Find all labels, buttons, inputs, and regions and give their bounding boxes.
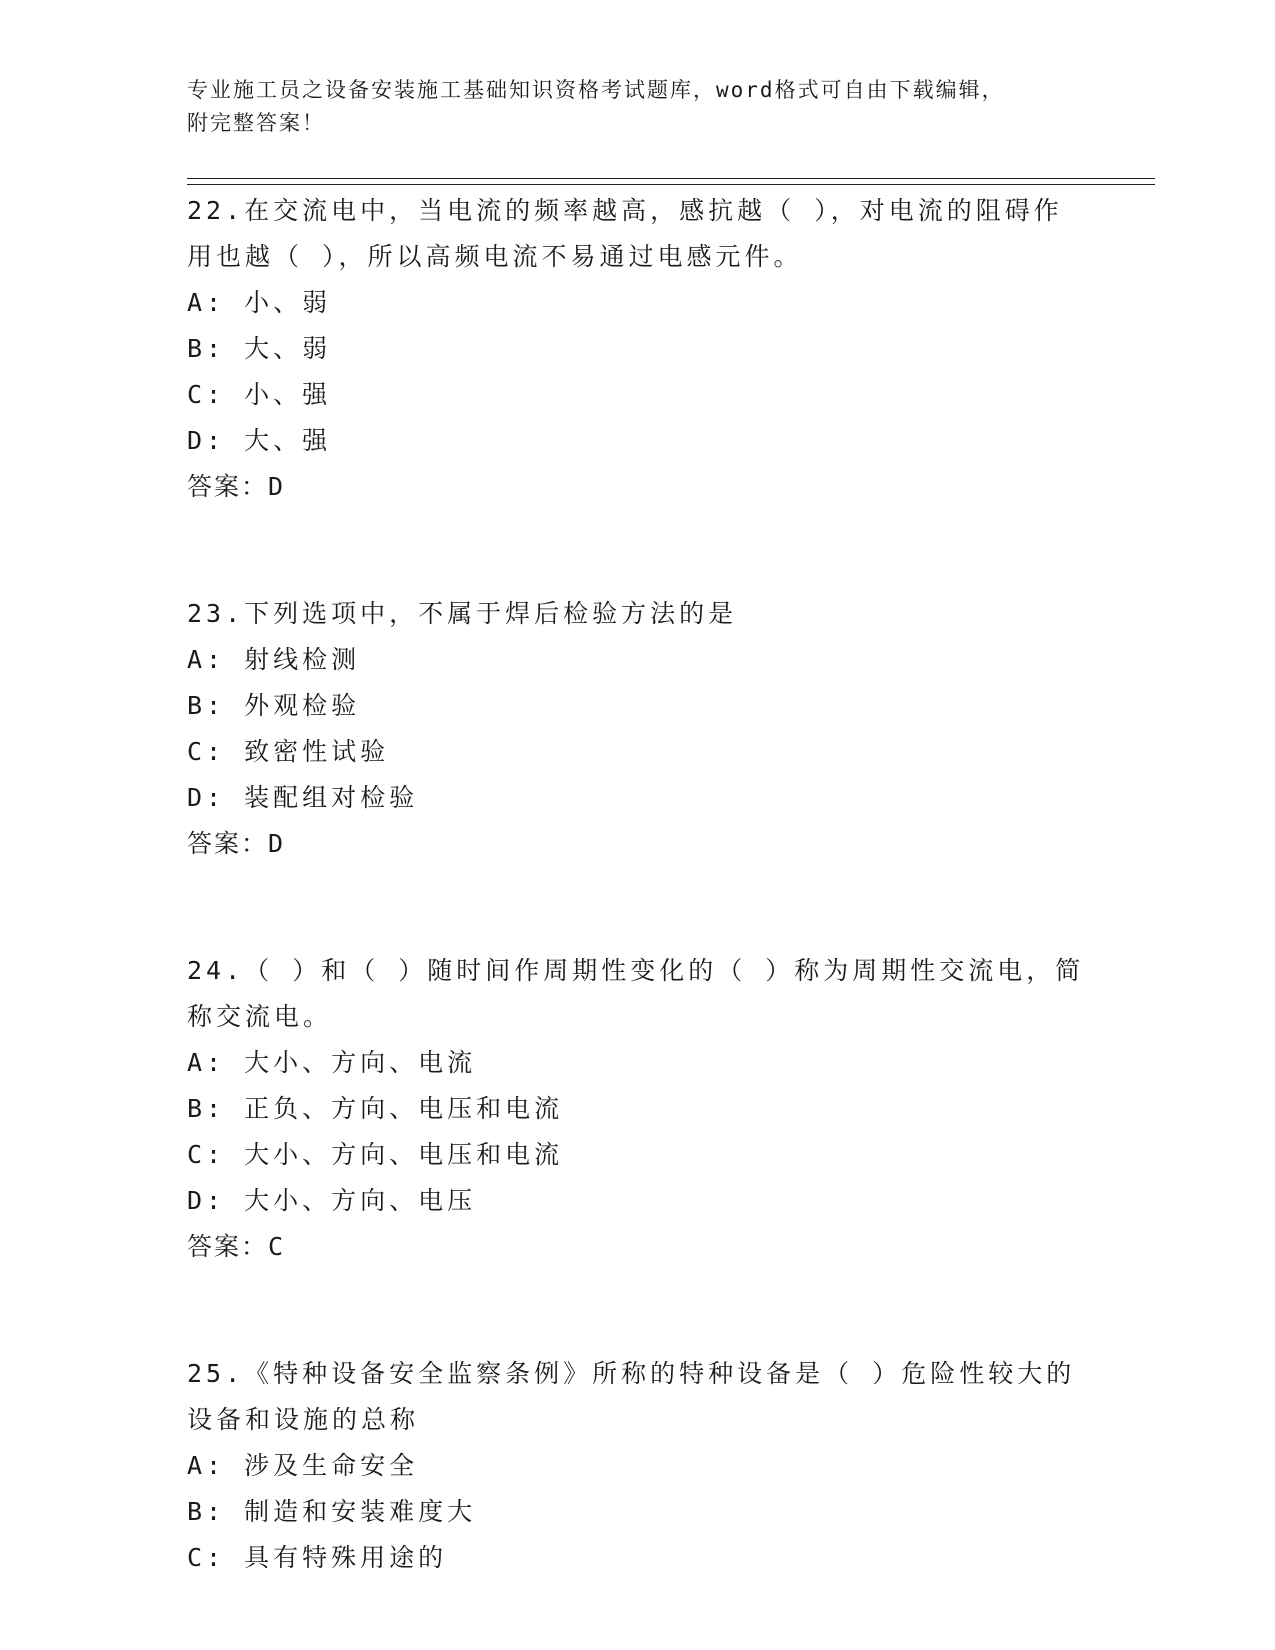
question-25	[187, 1351, 1087, 1581]
option-c: C: 具有特殊用途的	[187, 1543, 448, 1572]
question-text: 22.在交流电中，当电流的频率越高，感抗越（ ），对电流的阻碍作	[187, 196, 1063, 225]
question-text: 24.（ ）和（ ）随时间作周期性变化的（ ）称为周期性交流电，简	[187, 956, 1085, 985]
question-text: 用也越（ ），所以高频电流不易通过电感元件。	[187, 242, 803, 271]
question-text: 23.下列选项中，不属于焊后检验方法的是	[187, 599, 738, 628]
option-b: B: 大、弱	[187, 334, 332, 363]
option-c: C: 小、强	[187, 380, 332, 409]
question-24	[187, 948, 1087, 1270]
option-a: A: 小、弱	[187, 288, 332, 317]
question-text: 设备和设施的总称	[187, 1405, 420, 1434]
question-text: 25.《特种设备安全监察条例》所称的特种设备是（ ）危险性较大的	[187, 1359, 1076, 1388]
option-d: D: 装配组对检验	[187, 783, 419, 812]
answer-line	[187, 821, 1087, 867]
option-a: A: 射线检测	[187, 645, 361, 674]
answer-label: 答案：	[187, 1232, 269, 1261]
answer-label: 答案：	[187, 829, 269, 858]
option-b: B: 正负、方向、电压和电流	[187, 1094, 564, 1123]
question-list	[187, 188, 1087, 1581]
option-d: D: 大、强	[187, 426, 332, 455]
answer-label: 答案：	[187, 472, 269, 501]
header-line-1: 专业施工员之设备安装施工基础知识资格考试题库，word格式可自由下载编辑，	[187, 78, 1005, 102]
option-a: A: 涉及生命安全	[187, 1451, 419, 1480]
answer-value: D	[268, 472, 285, 501]
option-c: C: 大小、方向、电压和电流	[187, 1140, 564, 1169]
question-22	[187, 188, 1087, 510]
answer-line	[187, 464, 1087, 510]
answer-value: C	[268, 1232, 285, 1261]
option-c: C: 致密性试验	[187, 737, 390, 766]
question-text: 称交流电。	[187, 1002, 333, 1031]
option-d: D: 大小、方向、电压	[187, 1186, 477, 1215]
header-divider-bottom	[187, 184, 1155, 185]
answer-value: D	[268, 829, 285, 858]
option-b: B: 外观检验	[187, 691, 361, 720]
question-23	[187, 591, 1087, 867]
option-a: A: 大小、方向、电流	[187, 1048, 477, 1077]
answer-line	[187, 1224, 1087, 1270]
option-b: B: 制造和安装难度大	[187, 1497, 477, 1526]
document-header	[187, 74, 1087, 140]
header-divider-top	[187, 178, 1155, 179]
header-line-2: 附完整答案！	[187, 111, 325, 135]
